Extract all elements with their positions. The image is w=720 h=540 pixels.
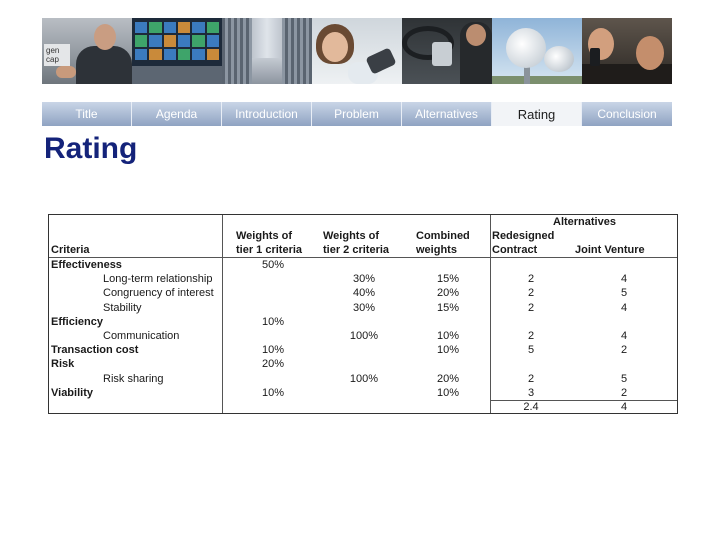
tab-problem[interactable]: Problem [312, 102, 402, 126]
header-criteria: Criteria [51, 244, 90, 256]
rating-table [48, 214, 678, 414]
photo-satellite-dishes [492, 18, 582, 84]
cell-tier2-weight: 30% [352, 301, 376, 314]
cell-criterion: Transaction cost [51, 344, 139, 357]
cell-tier2-weight: 40% [352, 287, 376, 300]
tab-introduction[interactable]: Introduction [222, 102, 312, 126]
cell-alt2-score: 2 [620, 386, 628, 399]
cell-tier1-weight: 50% [261, 259, 285, 271]
cell-alt1-score: 3 [527, 386, 535, 399]
cell-alt1-score: 2 [527, 301, 535, 314]
cell-criterion: Congruency of interest [103, 287, 214, 300]
cell-alt1-score: 2 [527, 287, 535, 300]
cell-criterion: Long-term relationship [103, 273, 213, 286]
cell-combined-weight: 10% [436, 386, 460, 399]
cell-tier2-weight: 100% [349, 372, 379, 385]
cell-tier2-weight: 100% [349, 330, 379, 342]
photo-two-men-smiling [582, 18, 672, 84]
cell-combined-weight: 20% [436, 372, 460, 385]
photo-woman-phone [312, 18, 402, 84]
header-alt1: Redesigned [492, 230, 555, 242]
tab-alternatives[interactable]: Alternatives [402, 102, 492, 126]
cell-tier1-weight: 10% [261, 315, 285, 328]
cell-alt2-score: 4 [620, 273, 628, 286]
cell-criterion: Viability [51, 386, 93, 399]
table-divider [490, 215, 491, 413]
photo-businessman-phone [42, 18, 132, 84]
header-tier1-sub: tier 1 criteria [236, 244, 303, 256]
cell-criterion: Communication [103, 330, 180, 342]
photo-control-room [132, 18, 222, 84]
header-banner [42, 18, 672, 122]
total-alt2: 4 [620, 401, 628, 413]
header-combined: Combined [416, 230, 470, 242]
cell-criterion: Effectiveness [51, 259, 122, 271]
gen-cap-poster: gen cap [44, 44, 70, 66]
header-combined-sub: weights [416, 244, 457, 256]
section-nav [42, 102, 672, 126]
photo-server-hallway [222, 18, 312, 84]
header-alt2: Joint Venture [575, 244, 645, 256]
photo-strip [42, 18, 672, 84]
cell-tier2-weight: 30% [352, 273, 376, 286]
photo-driver-gps [402, 18, 492, 84]
cell-alt2-score: 4 [620, 330, 628, 342]
tab-agenda[interactable]: Agenda [132, 102, 222, 126]
cell-alt1-score: 2 [527, 372, 535, 385]
cell-criterion: Stability [103, 301, 142, 314]
cell-tier1-weight: 10% [261, 386, 285, 399]
header-tier2: Weights of [323, 230, 380, 242]
cell-criterion: Risk sharing [103, 372, 164, 385]
cell-tier1-weight: 10% [261, 344, 285, 357]
tab-conclusion[interactable]: Conclusion [582, 102, 672, 126]
cell-alt2-score: 5 [620, 372, 628, 385]
cell-alt1-score: 2 [527, 273, 535, 286]
header-alternatives: Alternatives [553, 216, 616, 228]
cell-combined-weight: 20% [436, 287, 460, 300]
tab-title[interactable]: Title [42, 102, 132, 126]
page-title: Rating [44, 132, 138, 165]
header-tier1: Weights of [236, 230, 293, 242]
cell-combined-weight: 10% [436, 330, 460, 342]
cell-criterion: Efficiency [51, 315, 103, 328]
cell-tier1-weight: 20% [261, 358, 285, 371]
cell-alt2-score: 2 [620, 344, 628, 357]
cell-combined-weight: 15% [436, 273, 460, 286]
total-alt1: 2.4 [523, 401, 539, 413]
header-tier2-sub: tier 2 criteria [323, 244, 390, 256]
table-divider [222, 215, 223, 413]
cell-combined-weight: 10% [436, 344, 460, 357]
header-alt1-sub: Contract [492, 244, 538, 256]
cell-criterion: Risk [51, 358, 75, 371]
cell-alt2-score: 4 [620, 301, 628, 314]
tab-rating[interactable]: Rating [492, 102, 582, 126]
cell-alt2-score: 5 [620, 287, 628, 300]
cell-alt1-score: 2 [527, 330, 535, 342]
cell-alt1-score: 5 [527, 344, 535, 357]
table-header-rule [49, 257, 677, 258]
cell-combined-weight: 15% [436, 301, 460, 314]
